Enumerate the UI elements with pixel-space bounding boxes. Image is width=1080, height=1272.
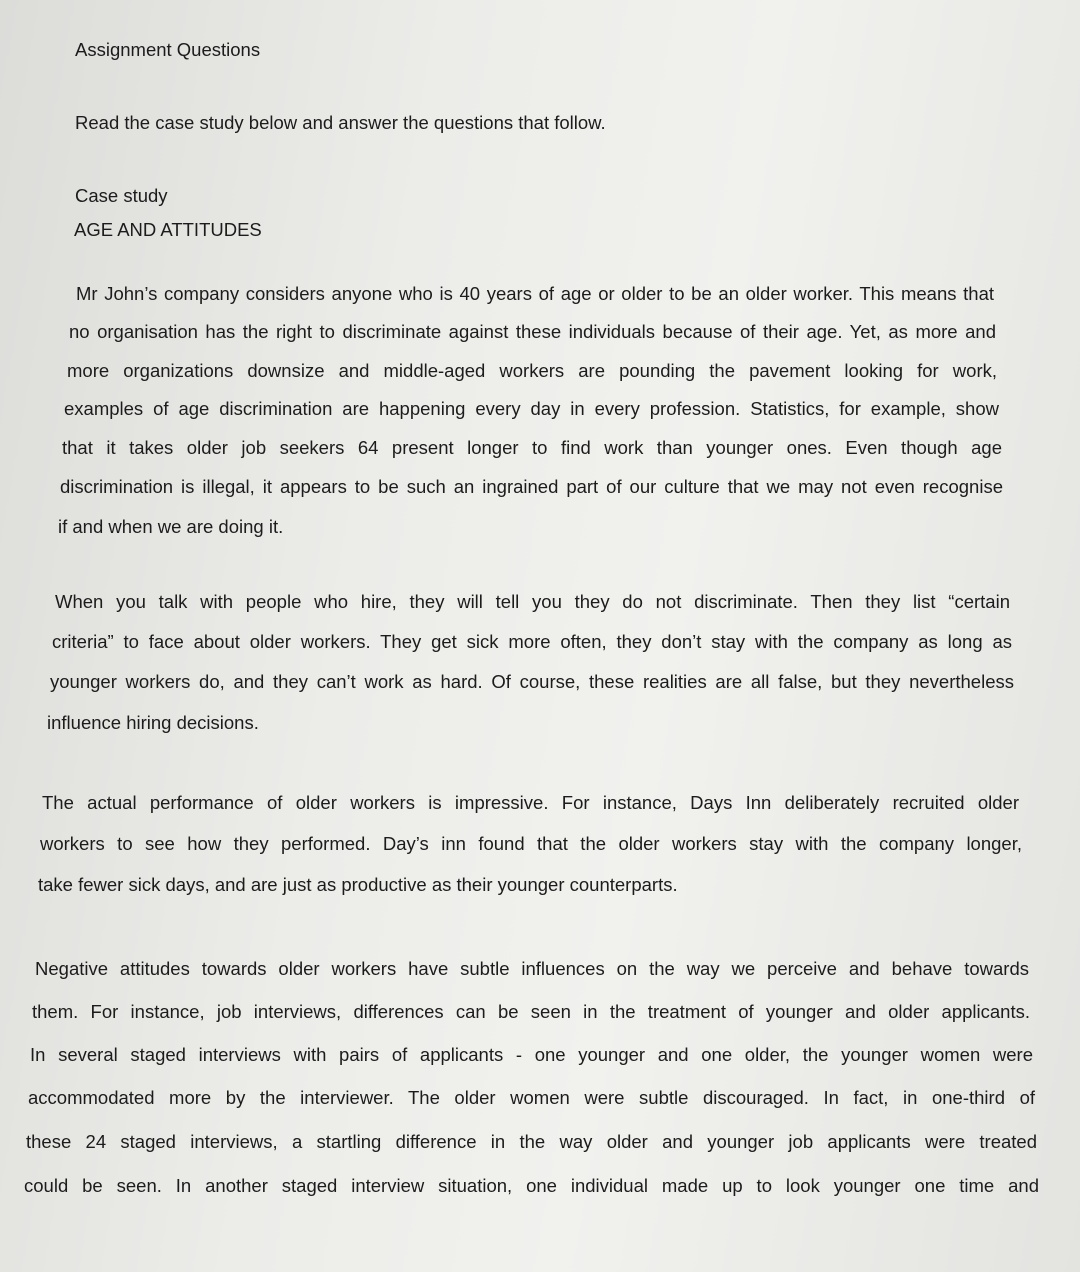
paragraph-line: more organizations downsize and middle-aged workers are pounding the pavement looking for work, (67, 360, 997, 381)
case-study-title: AGE AND ATTITUDES (74, 219, 262, 240)
paragraph-line: these 24 staged interviews, a startling difference in the way older and younger job applicants were treated (26, 1131, 1037, 1152)
paragraph-line: accommodated more by the interviewer. The older women were subtle discouraged. In fact, in one-third of (28, 1087, 1035, 1108)
paragraph-line: workers to see how they performed. Day’s inn found that the older workers stay with the company longer, (40, 833, 1022, 854)
paragraph-line: younger workers do, and they can’t work as hard. Of course, these realities are all false, but they nevertheless (50, 671, 1014, 692)
case-study-label: Case study (75, 185, 168, 206)
paragraph-line: influence hiring decisions. (47, 712, 259, 733)
assignment-title: Assignment Questions (75, 39, 261, 60)
paragraph-line: In several staged interviews with pairs of applicants - one younger and one older, the younger women were (30, 1044, 1033, 1065)
paragraph-line: if and when we are doing it. (58, 516, 284, 537)
paragraph-line: no organisation has the right to discriminate against these individuals because of their age. Yet, as more and (69, 321, 996, 342)
paragraph-line: examples of age discrimination are happening every day in every profession. Statistics, for example, show (64, 398, 999, 419)
paragraph-line: them. For instance, job interviews, differences can be seen in the treatment of younger and older applicants. (32, 1001, 1030, 1022)
paragraph-line: criteria” to face about older workers. They get sick more often, they don’t stay with the company as long as (52, 631, 1012, 652)
paragraph-line: that it takes older job seekers 64 present longer to find work than younger ones. Even though age (62, 437, 1002, 458)
paragraph-line: When you talk with people who hire, they will tell you they do not discriminate. Then they list “certain (55, 591, 1010, 612)
paragraph-line: Negative attitudes towards older workers have subtle influences on the way we perceive and behave towards (35, 958, 1029, 979)
paragraph-line: The actual performance of older workers is impressive. For instance, Days Inn deliberately recruited older (42, 792, 1019, 813)
paragraph-line: discrimination is illegal, it appears to be such an ingrained part of our culture that we may not even recognise (60, 476, 1003, 497)
paragraph-line: take fewer sick days, and are just as productive as their younger counterparts. (38, 874, 678, 895)
paragraph-line: could be seen. In another staged interview situation, one individual made up to look younger one time and (24, 1175, 1039, 1196)
instruction-text: Read the case study below and answer the questions that follow. (75, 112, 606, 133)
paragraph-line: Mr John’s company considers anyone who is 40 years of age or older to be an older worker. This means that (76, 283, 994, 304)
